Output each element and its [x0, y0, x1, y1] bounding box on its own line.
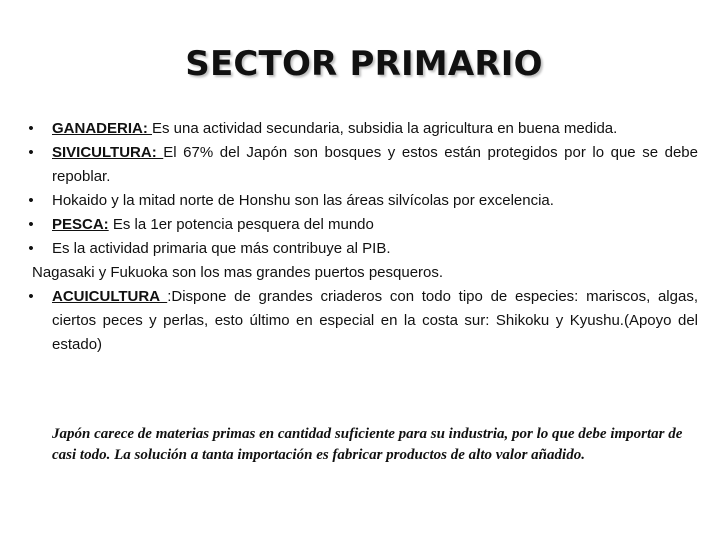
bullet-icon: • [28, 144, 34, 161]
slide-content [22, 117, 698, 357]
bullet-text: Es la 1er potencia pesquera del mundo [108, 216, 374, 233]
bullet-item-sivicultura [22, 141, 698, 189]
slide-title: SECTOR PRIMARIO [185, 44, 543, 84]
bullet-label: GANADERIA: [52, 120, 152, 137]
bullet-text: Es la actividad primaria que más contribuye al PIB. [52, 240, 391, 257]
bullet-item-acuicultura [22, 285, 698, 357]
bullet-icon: • [28, 216, 34, 233]
bullet-icon: • [28, 120, 34, 137]
bullet-item-ganaderia [22, 117, 698, 141]
bullet-text: Es una actividad secundaria, subsidia la agricultura en buena medida. [152, 120, 618, 137]
bullet-icon: • [28, 240, 34, 257]
bullet-label: ACUICULTURA [52, 288, 168, 305]
bullet-text: :Dispone de grandes criaderos con todo tipo de especies: mariscos, algas, ciertos peces y perlas, esto último en especial en la costa sur: Shikoku y Kyushu.(Apoyo del estado) [52, 288, 698, 353]
closing-paragraph: Japón carece de materias primas en cantidad suficiente para su industria, por lo que debe importar de casi todo. La solución a tanta importación es fabricar productos de alto valor añadido. [52, 426, 683, 463]
bullet-icon: • [28, 192, 34, 209]
bullet-item-pesca [22, 213, 698, 237]
bullet-item-pib [22, 237, 698, 261]
bullet-text: El 67% del Japón son bosques y estos están protegidos por lo que se debe repoblar. [52, 144, 698, 185]
bullet-text: Hokaido y la mitad norte de Honshu son las áreas silvícolas por excelencia. [52, 192, 554, 209]
bullet-icon: • [28, 288, 34, 305]
ports-line: Nagasaki y Fukuoka son los mas grandes puertos pesqueros. [32, 264, 444, 281]
bullet-item-hokaido [22, 189, 698, 213]
bullet-label: SIVICULTURA: [52, 144, 164, 161]
bullet-label: PESCA: [52, 216, 109, 233]
